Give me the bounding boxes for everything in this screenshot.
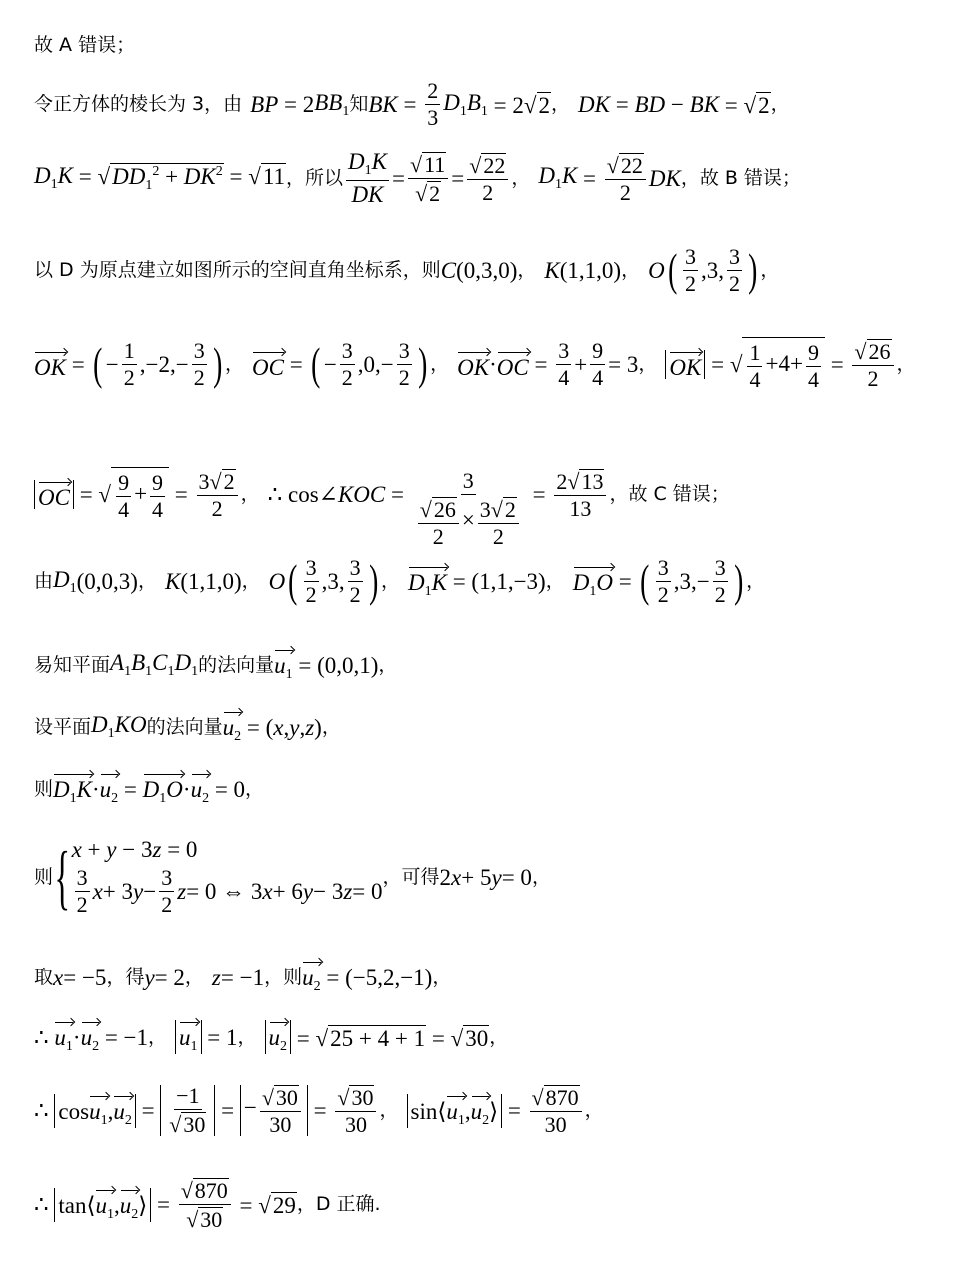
- text-line-6: OC = √ $\frac{9}{4}$ + $\frac{9}{4}$ = $\frac{3√2}{2}$ ， ∴ cos∠ KOC = 3 $\frac{√26}{2}$ × $\frac{3√2}{2}$ = $\frac{2√13}{13}$ ，故 C 错误；: [34, 440, 730, 548]
- text-line-13: ∴ $u_1$ · $u_2$ = −1 ， $u_1$ = 1 ， $u_2$ = √25 + 4 + 1 = √30 ，: [34, 1020, 508, 1054]
- text-line-1: 故 A 错误；: [34, 34, 136, 56]
- text-line-10: 则 $D_1K$ · $u_2$ = $D_1O$ · $u_2$ = 0 ，: [34, 772, 264, 806]
- text-line-12: 取 x = −5 ，得 y = 2 ， z = −1 ，则 $u_2$ = (−5,2,−1) ，: [34, 960, 451, 994]
- text-line-8: 易知平面 $A_1B_1C_1D_1$ 的法向量 $u_1$ = (0,0,1) ，: [34, 650, 398, 682]
- text-line-4: 以 D 为原点建立如图所示的空间直角坐标系，则 C (0,3,0) ， K (1,1,0) ， O ( $\frac{3}{2}$ ,3, $\frac{3}{2}$ ) ，: [34, 244, 780, 296]
- text-line-2: 令正方体的棱长为 3，由 BP = 2 $BB_1$ 知 BK = $\frac{2}{3}$ $D_1B_1$ = 2√2 ， DK = BD − BK = √2 ，: [34, 78, 790, 130]
- text-line-3: $D_1K$ = $√DD_1^2 + DK^2 = √11$ ，所以 $\frac{D_1K}{DK}$ = $\frac{√11}{√2}$ = $\frac{√22}{2}$ ， $D_1K$ = $\frac{√22}{2}$ DK ，故 B 错误；: [34, 149, 801, 207]
- text-line-11: 则 { x + y − 3z = 0 $\frac{3}{2}$ x + 3 y − $\frac{3}{2}$ z = 0 ⇔ 3 x + 6 y − 3 z = 0 ，可得 2 x + 5 y = 0 ，: [34, 837, 551, 917]
- text-line-15: ∴ $\tan⟨u_1,u_2⟩$ = $\frac{√870}{√30}$ = √29 ，D 正确.: [34, 1178, 381, 1232]
- text-line-5: OK = ( − $\frac{1}{2}$ ,−2,− $\frac{3}{2}$ ) ， OC = ( − $\frac{3}{2}$ ,0,− $\frac{3}{2}$ ) ， OK · OC = $\frac{3}{4}$ + $\frac{9}{4}$ = 3 ， OK = √ $\frac{1}{4}$ +4+ $\frac{9}{4}$ = $\frac{√26}{2}$ ，: [34, 337, 916, 392]
- text-line-9: 设平面 $D_1KO$ 的法向量 $u_2$ = ( x , y , z ) ，: [34, 712, 341, 744]
- text-line-7: 由 $D_1$ (0,0,3) ， K (1,1,0) ， O ( $\frac{3}{2}$ ,3, $\frac{3}{2}$ ) ， $D_1K$ = (1,1,−3) ， $D_1O$ = ( $\frac{3}{2}$ ,3,− $\frac{3}{2}$ ) ，: [34, 555, 766, 607]
- text-line-14: ∴ $\cos u_1,u_2$ = $\frac{-1}{√30}$ = − $\frac{√30}{30}$ = $\frac{√30}{30}$ ， $\sin⟨u_1,u_2⟩$ = $\frac{√870}{30}$ ，: [34, 1083, 604, 1137]
